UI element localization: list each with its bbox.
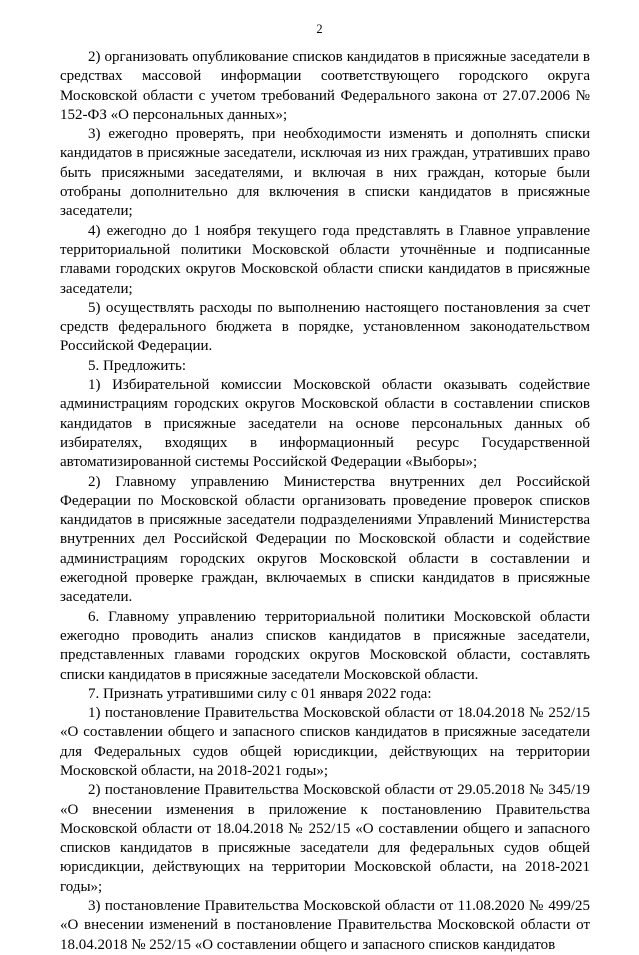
paragraph-section-5-heading: 5. Предложить: <box>88 357 186 374</box>
paragraph-section-7-item-2: 2) постановление Правительства Московской области от 29.05.2018 № 345/19 «О внесении изменения в приложение к постановлению Правительства Московской области от 18.04.2018 № 252/15 «О составлении общего и запасного списков кандидатов в присяжные заседатели для федеральных судов общей юрисдикции, действующих на территории Московской области, на 2018-2021 годы»; <box>60 782 590 895</box>
paragraph-item-4-submit-lists: 4) ежегодно до 1 ноября текущего года представлять в Главное управление территориальной политики Московской области уточнённые и подписанные главами городских округов Московской области списки кандидатов в присяжные заседатели; <box>60 222 590 297</box>
paragraph-item-3-annual-check: 3) ежегодно проверять, при необходимости изменять и дополнять списки кандидатов в присяжные заседатели, исключая из них граждан, утративших право быть присяжными заседателями, и включая в них граждан, которые были отобраны дополнительно для включения в списки кандидатов в присяжные заседатели; <box>60 126 590 220</box>
paragraph-item-2-publish-lists: 2) организовать опубликование списков кандидатов в присяжные заседатели в средствах массовой информации соответствующего городского округа Московской области с учетом требований Федерального закона от 27.07.2006 № 152-ФЗ «О персональных данных»; <box>60 49 590 123</box>
paragraph-section-5-item-2: 2) Главному управлению Министерства внутренних дел Российской Федерации по Московской области организовать проведение проверок списков кандидатов в присяжные заседатели подразделениями Управлений Министерства внутренних дел Российской Федерации по Московской области и содействие администрациям городских округов Московской области в составлении и ежегодной проверке граждан, включаемых в списки кандидатов в присяжные заседатели. <box>60 473 590 606</box>
paragraph-section-5-item-1: 1) Избирательной комиссии Московской области оказывать содействие администрациям городских округов Московской области в составлении списков кандидатов в присяжные заседатели на основе персональных данных об избирателях, входящих в информационный ресурс Государственной автоматизированной системы Российской Федерации «Выборы»; <box>60 377 590 471</box>
paragraph-section-7-item-3: 3) постановление Правительства Московской области от 11.08.2020 № 499/25 «О внесении изменений в постановление Правительства Московской области от 18.04.2018 № 252/15 «О составлении общего и запасного списков кандидатов <box>60 898 590 953</box>
paragraph-item-5-expenses: 5) осуществлять расходы по выполнению настоящего постановления за счет средств федерального бюджета в порядке, установленном законодательством Российской Федерации. <box>60 299 590 355</box>
paragraph-section-7-heading: 7. Признать утратившими силу с 01 января 2022 года: <box>88 685 432 702</box>
page-number: 2 <box>316 22 323 36</box>
paragraph-section-7-item-1: 1) постановление Правительства Московской области от 18.04.2018 № 252/15 «О составлении общего и запасного списков кандидатов в присяжные заседатели для Федеральных судов общей юрисдикции, действующих на территории Московской области, на 2018-2021 годы»; <box>60 705 590 779</box>
paragraph-section-6: 6. Главному управлению территориальной политики Московской области ежегодно проводить анализ списков кандидатов в присяжные заседатели, представленных главами городских округов Московской области, составлять списки кандидатов в присяжные заседатели Московской области. <box>60 608 590 683</box>
document-body <box>60 48 590 955</box>
